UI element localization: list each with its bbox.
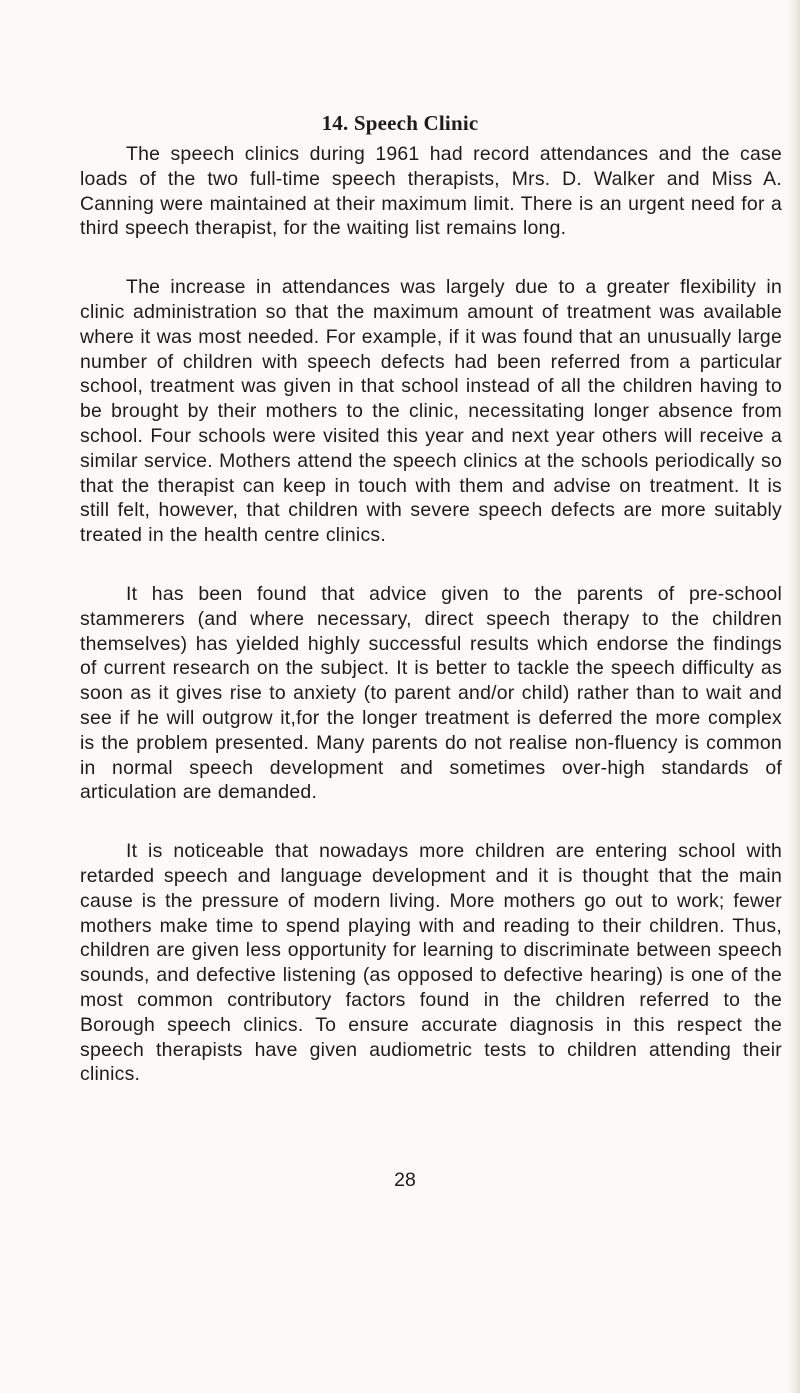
- paragraph-clinic-flexibility: The increase in attendances was largely due to a greater flexibility in clinic administration so that the maximum amount of treatment was available where it was most needed. For example, if it was found that an unusually large number of children with speech defects had been referred from a particular school, treatment was given in that school instead of all the children having to be brought by their mothers to the clinic, necessitating longer absence from school. Four schools were visited this year and next year others will receive a similar service. Mothers attend the speech clinics at the schools periodically so that the therapist can keep in touch with them and advise on treatment. It is still felt, however, that children with severe speech defects are more suitably treated in the health centre clinics.: [80, 276, 782, 547]
- section-body: [80, 142, 782, 1121]
- paragraph-record-attendances: The speech clinics during 1961 had record attendances and the case loads of the two full-time speech therapists, Mrs. D. Walker and Miss A. Canning were maintained at their maximum limit. There is an urgent need for a third speech therapist, for the waiting list remains long.: [80, 143, 782, 240]
- section-heading: 14. Speech Clinic: [321, 111, 479, 135]
- paragraph-pre-school-stammerers: It has been found that advice given to the parents of pre-school stammerers (and where necessary, direct speech therapy to the children themselves) has yielded highly successful results which endorse the findings of current research on the subject. It is better to tackle the speech difficulty as soon as it gives rise to anxiety (to parent and/or child) rather than to wait and see if he will outgrow it,for the longer treatment is deferred the more complex is the problem presented. Many parents do not realise non-fluency is common in normal speech development and sometimes over-high standards of articulation are demanded.: [80, 582, 782, 804]
- page-number: 28: [394, 1169, 416, 1191]
- paragraph-retarded-speech: It is noticeable that nowadays more children are entering school with retarded speech and language development and it is thought that the main cause is the pressure of modern living. More mothers go out to work; fewer mothers make time to spend playing with and reading to their children. Thus, children are given less opportunity for learning to discriminate between speech sounds, and defective listening (as opposed to defective hearing) is one of the most common contributory factors found in the children referred to the Borough speech clinics. To ensure accurate diagnosis in this respect the speech therapists have given audiometric tests to children attending their clinics.: [80, 840, 782, 1086]
